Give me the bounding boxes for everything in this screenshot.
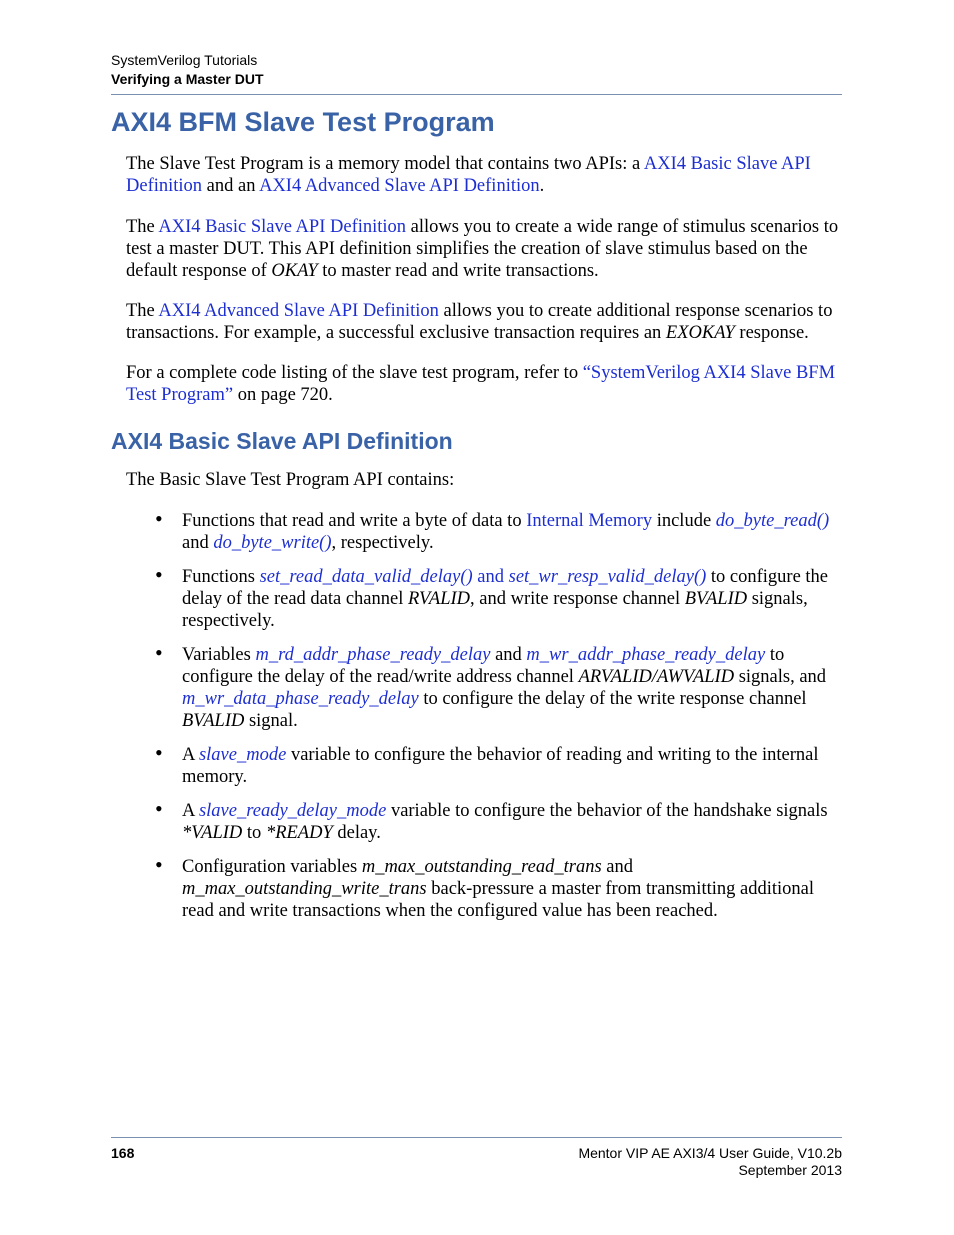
link-slave-mode[interactable]: slave_mode: [198, 745, 287, 765]
text: Functions that read and write a byte of data to: [182, 511, 527, 531]
bullet-item-4: [182, 744, 842, 788]
bvalid-term: BVALID: [684, 589, 748, 609]
intro-paragraph-1: [126, 153, 842, 197]
link-set-wr-resp-valid-delay[interactable]: set_wr_resp_valid_delay(): [508, 567, 707, 587]
bullet-item-5: [182, 800, 842, 844]
link-internal-memory[interactable]: Internal Memory: [526, 511, 653, 531]
text: delay.: [332, 823, 381, 843]
text: on page 720.: [233, 385, 333, 405]
link-advanced-slave-api[interactable]: AXI4 Advanced Slave API Definition: [259, 176, 540, 196]
text: and: [490, 645, 527, 665]
footer-date: September 2013: [738, 1162, 842, 1178]
valid-term: *VALID: [182, 823, 243, 843]
link-m-wr-data-phase-ready-delay[interactable]: m_wr_data_phase_ready_delay: [182, 689, 419, 709]
link-text: Test Program”: [126, 385, 234, 405]
max-outstanding-write-term: m_max_outstanding_write_trans: [182, 879, 427, 899]
ready-term: *READY: [265, 823, 333, 843]
text: and: [601, 857, 633, 877]
text: Functions: [182, 567, 260, 587]
intro-paragraph-3: [126, 300, 842, 344]
bullet-marker: •: [155, 562, 163, 587]
text: allows you to create additional response scenarios to transactions. For example, a successful exclusive transaction requires an: [126, 301, 833, 343]
bullet-marker: •: [155, 740, 163, 765]
text: , respectively.: [331, 533, 434, 553]
text: to: [242, 823, 266, 843]
link-m-rd-addr-phase-ready-delay[interactable]: m_rd_addr_phase_ready_delay: [255, 645, 491, 665]
text: .: [539, 176, 545, 196]
text: response.: [734, 323, 809, 343]
text: The: [126, 301, 159, 321]
text: back-pressure a master from transmitting additional read and write transactions when the configured value has been reached.: [182, 879, 814, 921]
text: variable to configure the behavior of reading and writing to the internal memory.: [182, 745, 819, 787]
text: include: [652, 511, 716, 531]
bullet-marker: •: [155, 852, 163, 877]
page-title: AXI4 BFM Slave Test Program: [111, 107, 495, 137]
footer-rule: [111, 1137, 842, 1138]
bullet-marker: •: [155, 506, 163, 531]
text: variable to configure the behavior of the handshake signals: [386, 801, 828, 821]
bullet-marker: •: [155, 796, 163, 821]
section-lead: The Basic Slave Test Program API contains:: [126, 470, 455, 490]
text: to configure the delay of the read/write address channel: [182, 645, 785, 687]
link-set-read-data-valid-delay[interactable]: set_read_data_valid_delay(): [259, 567, 473, 587]
text: and: [182, 533, 214, 553]
footer-doc-info: [578, 1145, 842, 1179]
text: The Slave Test Program is a memory model that contains two APIs: a: [126, 154, 644, 174]
text: Configuration variables: [182, 857, 362, 877]
link-connector-text[interactable]: and: [472, 567, 509, 587]
header-rule: [111, 94, 842, 95]
bvalid-term: BVALID: [182, 711, 245, 731]
text: signal.: [244, 711, 298, 731]
link-do-byte-read[interactable]: do_byte_read(): [715, 511, 830, 531]
okay-term: OKAY: [271, 261, 318, 281]
footer-doc-title: Mentor VIP AE AXI3/4 User Guide, V10.2b: [578, 1145, 842, 1161]
text: For a complete code listing of the slave test program, refer to: [126, 363, 583, 383]
bullet-item-6: [182, 856, 842, 922]
text: to configure the delay of the read data channel: [182, 567, 829, 609]
arvalid-awvalid-term: ARVALID/AWVALID: [578, 667, 735, 687]
text: allows you to create a wide range of stimulus scenarios to test a master DUT. This API definition simplifies the creation of slave stimulus based on the default response of: [126, 217, 839, 281]
max-outstanding-read-term: m_max_outstanding_read_trans: [361, 857, 602, 877]
page-number: 168: [111, 1145, 135, 1161]
link-advanced-slave-api[interactable]: AXI4 Advanced Slave API Definition: [158, 301, 439, 321]
link-basic-slave-api[interactable]: AXI4 Basic Slave API Definition: [158, 217, 407, 237]
text: signals, and: [734, 667, 827, 687]
text: A: [182, 745, 199, 765]
text: and an: [202, 176, 260, 196]
bullet-item-1: [182, 510, 842, 554]
intro-paragraph-2: [126, 216, 842, 282]
section-heading: AXI4 Basic Slave API Definition: [111, 428, 453, 454]
text: signals, respectively.: [182, 589, 808, 631]
link-text: AXI4 Basic Slave API: [643, 154, 811, 174]
link-text: “SystemVerilog AXI4 Slave BFM: [582, 363, 836, 383]
text: A: [182, 801, 199, 821]
rvalid-term: RVALID: [408, 589, 471, 609]
link-text: Definition: [126, 176, 203, 196]
exokay-term: EXOKAY: [665, 323, 735, 343]
running-header-section: SystemVerilog Tutorials: [111, 52, 258, 68]
bullet-item-3: [182, 644, 842, 732]
text: , and write response channel: [470, 589, 685, 609]
intro-paragraph-4: [126, 362, 842, 406]
link-do-byte-write[interactable]: do_byte_write(): [213, 533, 332, 553]
link-slave-ready-delay-mode[interactable]: slave_ready_delay_mode: [198, 801, 387, 821]
text: The: [126, 217, 159, 237]
bullet-item-2: [182, 566, 842, 632]
bullet-marker: •: [155, 640, 163, 665]
text: to configure the delay of the write response channel: [418, 689, 807, 709]
text: to master read and write transactions.: [317, 261, 599, 281]
link-m-wr-addr-phase-ready-delay[interactable]: m_wr_addr_phase_ready_delay: [526, 645, 766, 665]
text: Variables: [182, 645, 256, 665]
running-header-subsection: Verifying a Master DUT: [111, 71, 264, 87]
